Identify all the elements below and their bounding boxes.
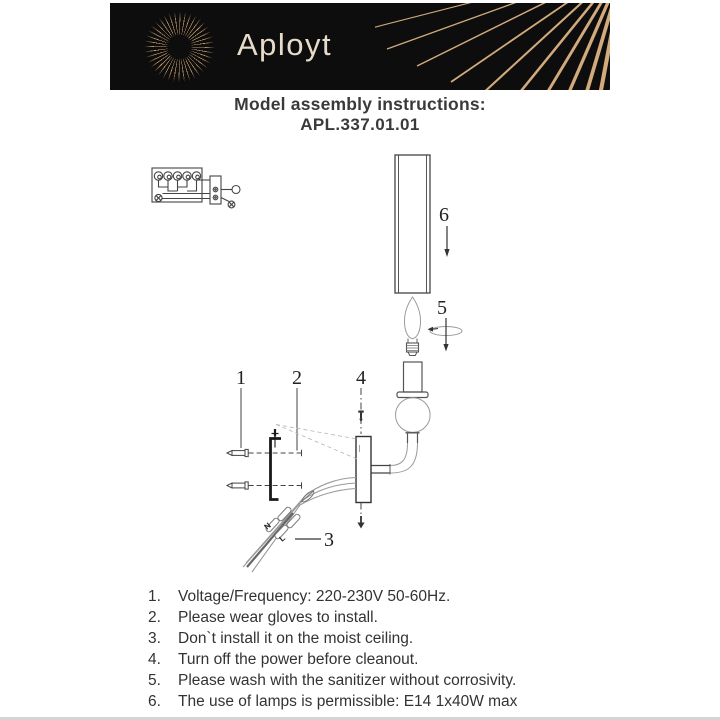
part-label-1	[236, 367, 246, 448]
item-number: 1.	[148, 588, 161, 605]
screw-icon	[227, 482, 248, 489]
item-number: 6.	[148, 693, 161, 710]
wiring-diagram	[152, 168, 240, 208]
list-item	[148, 628, 688, 649]
list-item	[148, 649, 688, 670]
wall-plate	[356, 437, 371, 503]
item-text: Voltage/Frequency: 220-230V 50-60Hz.	[178, 588, 451, 605]
svg-text:2: 2	[292, 367, 302, 389]
part-label-5	[428, 297, 463, 352]
assembly-diagram	[0, 140, 720, 595]
part-label-3	[295, 529, 334, 551]
rays-decoration-icon	[375, 3, 610, 90]
page-title: Model assembly instructions:	[234, 94, 486, 114]
arm-tube	[371, 443, 418, 475]
construction-lines	[276, 425, 357, 460]
item-text: Don`t install it on the moist ceiling.	[178, 630, 414, 647]
mounting-screws	[227, 449, 302, 489]
list-item	[148, 670, 688, 691]
item-text: Turn off the power before cleanout.	[178, 651, 419, 668]
item-number: 3.	[148, 630, 161, 647]
shade-tube	[395, 155, 430, 293]
starburst-logo-icon	[143, 10, 216, 84]
brand-banner	[110, 3, 610, 90]
anchor-tick	[298, 482, 302, 488]
wire-label-n: N	[262, 520, 273, 532]
ball-joint	[396, 398, 431, 443]
mounting-bracket	[271, 429, 282, 500]
list-item	[148, 691, 688, 712]
list-item	[148, 607, 688, 628]
screw-icon	[358, 411, 363, 423]
item-number: 2.	[148, 609, 161, 626]
svg-text:4: 4	[356, 367, 366, 389]
model-number: APL.337.01.01	[300, 115, 420, 134]
bulb	[405, 297, 421, 356]
part-label-2	[292, 367, 302, 451]
wire-label-l: L	[277, 533, 288, 544]
anchor-tick	[298, 450, 302, 456]
part-label-6	[439, 204, 450, 257]
svg-text:1: 1	[236, 367, 246, 389]
wires	[243, 478, 356, 573]
svg-text:3: 3	[324, 529, 334, 551]
item-text: Please wear gloves to install.	[178, 609, 378, 626]
item-number: 4.	[148, 651, 161, 668]
item-text: The use of lamps is permissible: E14 1x40W max	[178, 693, 518, 710]
screw-icon	[357, 516, 364, 529]
item-number: 5.	[148, 672, 161, 689]
brand-name: Aployt	[237, 27, 333, 62]
screw-icon	[227, 449, 248, 456]
svg-text:5: 5	[437, 297, 447, 319]
list-item	[148, 586, 688, 607]
svg-text:6: 6	[439, 204, 449, 226]
instruction-list	[148, 586, 688, 712]
item-text: Please wash with the sanitizer without corrosivity.	[178, 672, 517, 689]
lamp-socket	[397, 362, 428, 398]
